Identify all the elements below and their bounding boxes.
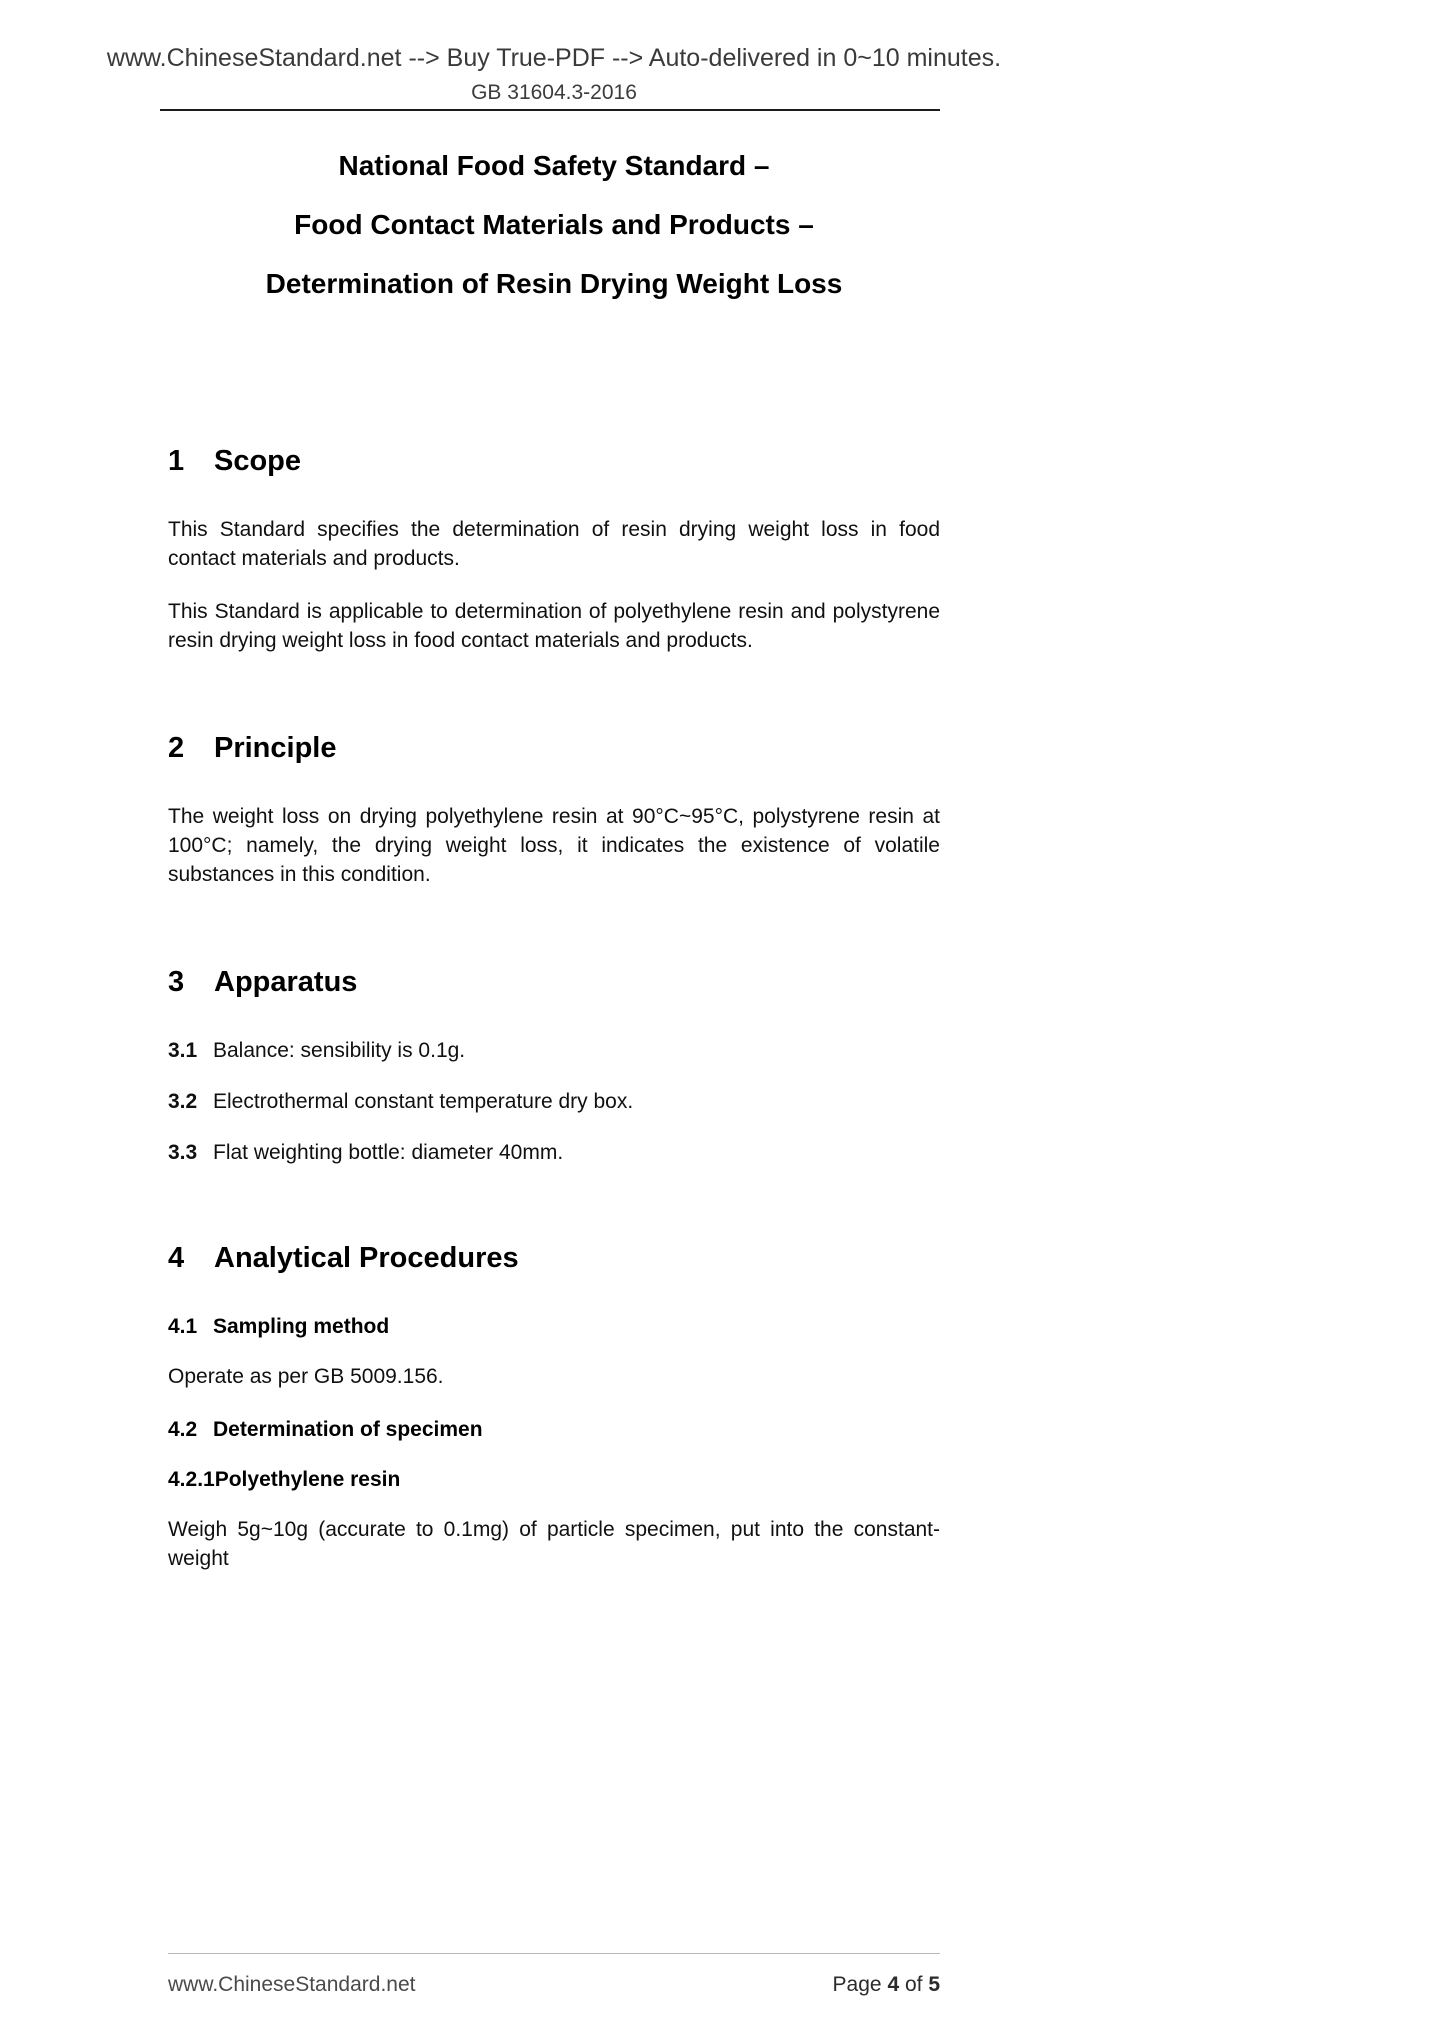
item-text: Balance: sensibility is 0.1g.	[213, 1039, 466, 1062]
title-line-1: National Food Safety Standard –	[338, 150, 770, 181]
title-line-2: Food Contact Materials and Products –	[294, 209, 814, 240]
subsection-number: 4.2	[168, 1418, 198, 1441]
header-promo: www.ChineseStandard.net --> Buy True-PDF --> Auto-delivered in 0~10 minutes.	[106, 44, 1002, 72]
section-heading-scope	[168, 444, 940, 479]
title-line-3: Determination of Resin Drying Weight Loss	[265, 268, 843, 299]
item-number: 3.3	[168, 1141, 198, 1164]
procedures-paragraph-4-2-1: Weigh 5g~10g (accurate to 0.1mg) of particle specimen, put into the constant-weight	[168, 1518, 940, 1570]
subheading-4-1	[168, 1312, 940, 1341]
section-title: Scope	[214, 445, 302, 477]
page-total: 5	[928, 1973, 940, 1996]
page-footer	[168, 1953, 940, 1998]
principle-paragraph: The weight loss on drying polyethylene resin at 90°C~95°C, polystyrene resin at 100°C; namely, the drying weight loss, it indicates the existence of volatile substances in this condition.	[168, 805, 940, 886]
subsection-number: 4.2.1	[168, 1468, 215, 1491]
item-text: Electrothermal constant temperature dry box.	[213, 1090, 634, 1113]
item-number: 3.1	[168, 1039, 198, 1062]
doc-code: GB 31604.3-2016	[471, 81, 637, 104]
of-word: of	[899, 1973, 929, 1996]
section-title: Principle	[214, 732, 337, 764]
document-title	[168, 149, 940, 326]
header-rule	[160, 109, 940, 111]
page-number: 4	[887, 1973, 900, 1996]
page-indicator	[833, 1972, 940, 1998]
item-text: Flat weighting bottle: diameter 40mm.	[213, 1141, 564, 1164]
subheading-4-2-1	[168, 1465, 940, 1494]
subsection-title: Determination of specimen	[213, 1418, 483, 1441]
subsection-title: Polyethylene resin	[214, 1468, 401, 1491]
procedures-paragraph-4-1: Operate as per GB 5009.156.	[168, 1365, 444, 1388]
section-number: 3	[168, 966, 185, 998]
page-word: Page	[832, 1973, 888, 1996]
section-number: 1	[168, 445, 185, 477]
section-title: Apparatus	[214, 966, 358, 998]
scope-paragraph-1: This Standard specifies the determination of resin drying weight loss in food contact materials and products.	[168, 518, 940, 570]
section-title: Analytical Procedures	[214, 1242, 519, 1274]
apparatus-item-3-2	[168, 1087, 940, 1116]
section-heading-apparatus	[168, 965, 940, 1000]
apparatus-item-3-1	[168, 1036, 940, 1065]
subheading-4-2	[168, 1415, 940, 1444]
section-heading-procedures	[168, 1241, 940, 1276]
footer-row	[168, 1954, 940, 1998]
apparatus-item-3-3	[168, 1138, 940, 1167]
scope-paragraph-2: This Standard is applicable to determination of polyethylene resin and polystyrene resin drying weight loss in food contact materials and products.	[168, 600, 940, 652]
footer-site-link[interactable]: www.ChineseStandard.net	[168, 1973, 416, 1996]
section-heading-principle	[168, 731, 940, 766]
section-number: 2	[168, 732, 185, 764]
section-number: 4	[168, 1242, 185, 1274]
subsection-number: 4.1	[168, 1315, 198, 1338]
subsection-title: Sampling method	[213, 1315, 390, 1338]
item-number: 3.2	[168, 1090, 198, 1113]
